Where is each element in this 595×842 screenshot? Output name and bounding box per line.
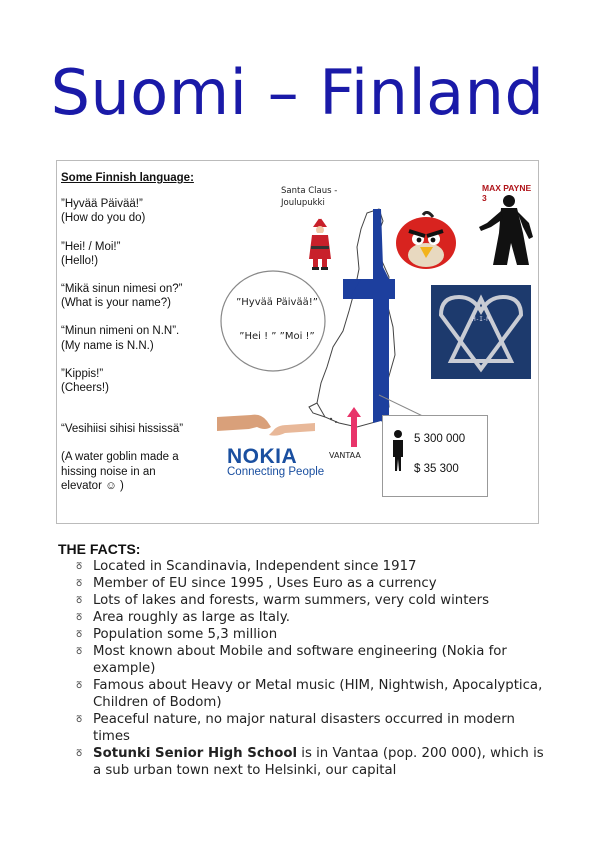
bullet-icon: 🜻: [76, 680, 83, 691]
bubble-hello: ”Hei ! ” ”Moi !”: [239, 331, 315, 342]
bullet-icon: 🜻: [76, 629, 83, 640]
finnish-language-section: [61, 171, 221, 493]
him-heartagram-logo: [431, 285, 531, 379]
phrase-finnish: “Mikä sinun nimesi on?”: [61, 283, 183, 296]
phrase-finnish: ”Kippis!”: [61, 367, 104, 380]
list-item: 🜻 Most known about Mobile and software engineering (Nokia for example): [76, 644, 507, 676]
person-silhouette-icon: [391, 429, 405, 471]
bullet-icon: 🜻: [76, 646, 83, 657]
income-value: $ 35 300: [414, 463, 459, 475]
list-item: 🜻 Lots of lakes and forests, warm summers, very cold winters: [76, 593, 489, 608]
facts-list: [76, 558, 546, 779]
list-item: 🜻 Member of EU since 1995 , Uses Euro as a currency: [76, 576, 437, 591]
phrase-english: (How do you do): [61, 212, 146, 225]
phrase-english: (My name is N.N.): [61, 339, 154, 352]
phrase-finnish: ”Hei! / Moi!”: [61, 240, 121, 253]
handshake-image: [217, 407, 315, 439]
bullet-icon: 🜻: [76, 595, 83, 606]
up-arrow-icon: [347, 407, 361, 447]
santa-caption: [281, 185, 361, 209]
list-item: 🜻 Located in Scandinavia, Independent since 1917: [76, 559, 417, 574]
bullet-icon: 🜻: [76, 612, 83, 623]
max-payne-figure: [477, 193, 537, 267]
bullet-icon: 🜻: [76, 748, 83, 759]
list-item: 🜻 Sotunki Senior High School is in Vantaa (pop. 200 000), which is a sub urban town next to Helsinki, our capital: [76, 746, 544, 778]
bullet-icon: 🜻: [76, 578, 83, 589]
bullet-icon: 🜻: [76, 561, 83, 572]
vantaa-label: VANTAA: [329, 451, 361, 460]
tongue-twister: “Vesihiisi sihisi hississä”: [61, 423, 184, 436]
bullet-icon: 🜻: [76, 714, 83, 725]
phrase-english: (Cheers!): [61, 382, 109, 395]
phrase-english: (What is your name?): [61, 297, 171, 310]
list-item: 🜻 Famous about Heavy or Metal music (HIM, Nightwish, Apocalyptica, Children of Bodom): [76, 678, 543, 710]
info-panel: [56, 160, 539, 524]
angry-bird-image: [393, 211, 459, 271]
language-heading: Some Finnish language:: [61, 172, 194, 184]
list-item: 🜻 Peaceful nature, no major natural disasters occurred in modern times: [76, 712, 515, 744]
tongue-twister-translation: (A water goblin made a: [61, 451, 179, 464]
page-title: Suomi – Finland: [50, 56, 545, 129]
tongue-twister-translation: hissing noise in an: [61, 465, 156, 478]
speech-bubble: [217, 265, 329, 373]
population-value: 5 300 000: [414, 433, 466, 445]
tongue-twister-translation: elevator ☺ ): [61, 479, 124, 492]
list-item: 🜻 Area roughly as large as Italy.: [76, 610, 290, 625]
facts-heading: THE FACTS:: [58, 541, 141, 557]
list-item: 🜻 Population some 5,3 million: [76, 627, 278, 642]
phrase-english: (Hello!): [61, 254, 99, 267]
nokia-logo: NOKIA: [227, 445, 298, 468]
phrase-finnish: ”Hyvää Päivää!”: [61, 198, 143, 211]
bubble-greeting: ”Hyvää Päivää!”: [236, 297, 318, 308]
school-name: Sotunki Senior High School: [93, 746, 298, 761]
nokia-tagline: Connecting People: [227, 466, 325, 478]
phrase-finnish: “Minun nimeni on N.N”.: [61, 325, 180, 338]
max-payne-logo: MAX PAYNE 3: [482, 183, 532, 203]
santa-caption-line: Joulupukki: [281, 198, 325, 208]
him-logo-text: H-I-M: [471, 316, 491, 323]
santa-caption-line: Santa Claus -: [281, 186, 338, 196]
